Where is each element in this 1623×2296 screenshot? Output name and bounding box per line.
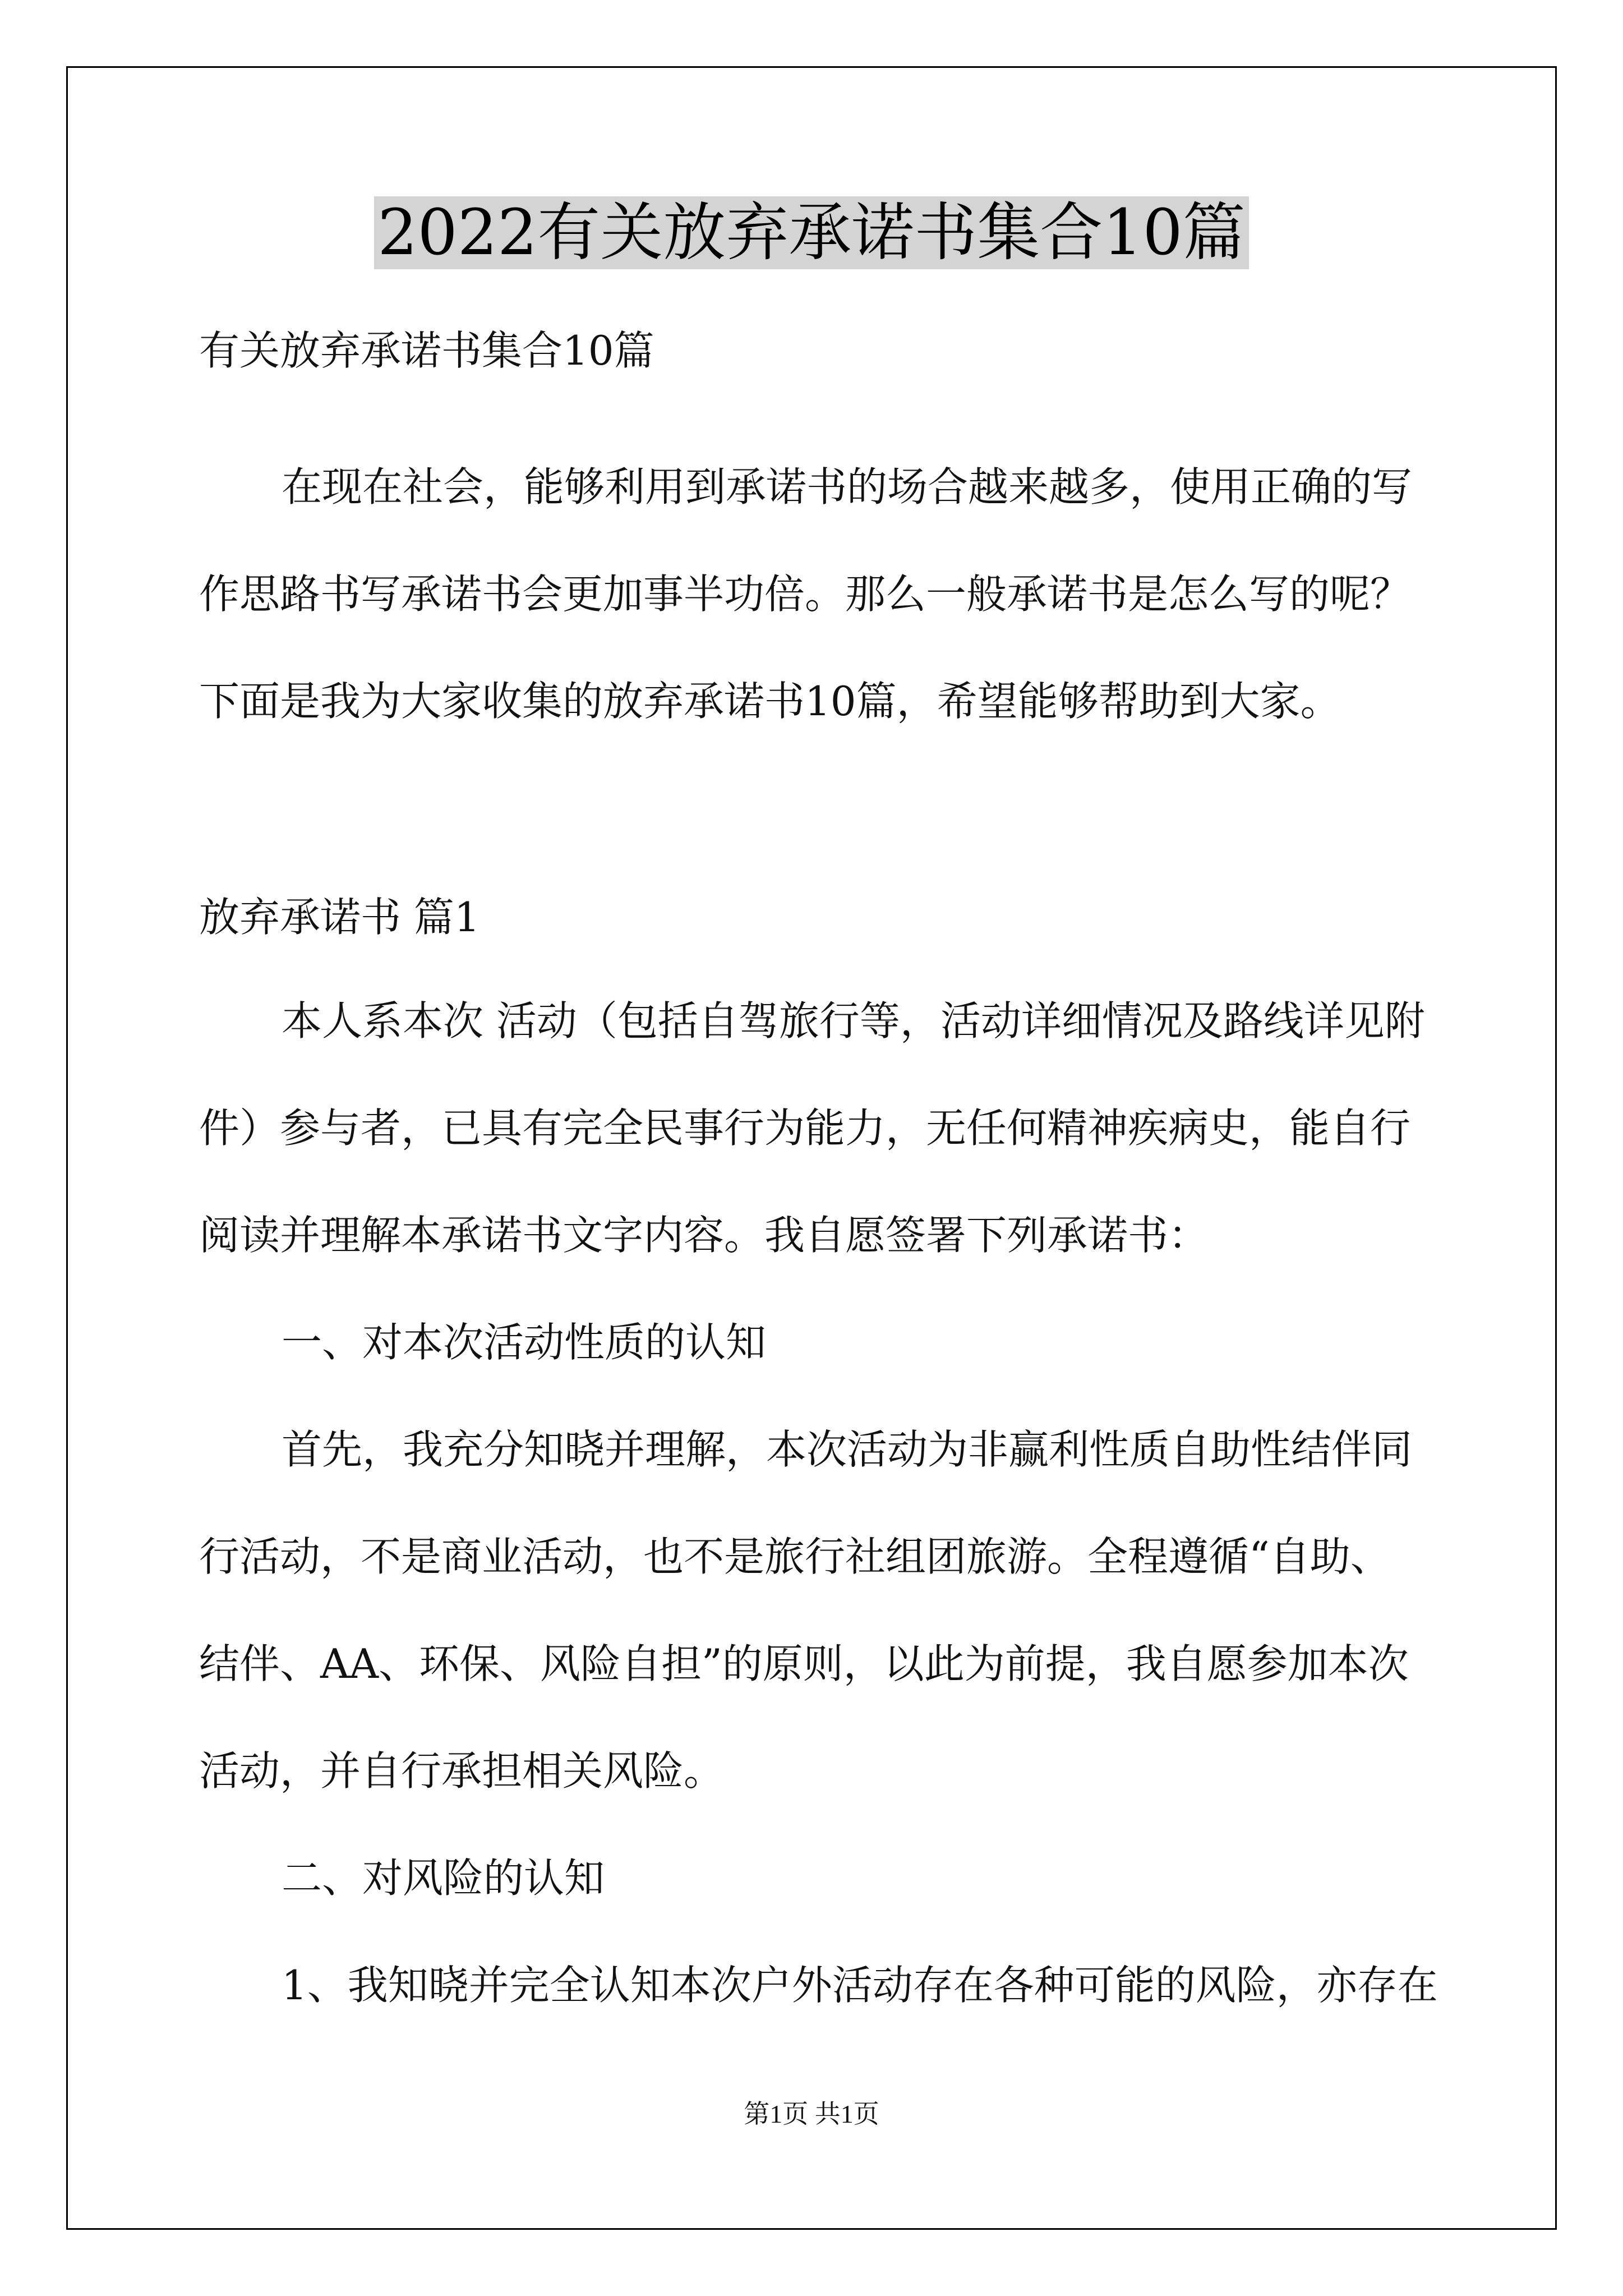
paragraph-line: 阅读并理解本承诺书文字内容。我自愿签署下列承诺书： [199, 1212, 1209, 1259]
paragraph-line: 行活动，不是商业活动，也不是旅行社组团旅游。全程遵循“自助、 [199, 1533, 1391, 1580]
section-heading: 放弃承诺书 篇1 [199, 894, 480, 941]
paragraph-line: 活动，并自行承担相关风险。 [199, 1747, 725, 1795]
document-title-text: 2022有关放弃承诺书集合10篇 [374, 196, 1249, 269]
paragraph-line: 首先，我充分知晓并理解，本次活动为非赢利性质自助性结伴同 [282, 1426, 1413, 1473]
page-footer: 第1页 共1页 [744, 2100, 879, 2128]
paragraph-line: 1、我知晓并完全认知本次户外活动存在各种可能的风险，亦存在 [282, 1962, 1438, 2009]
paragraph-line: 作思路书写承诺书会更加事半功倍。那么一般承诺书是怎么写的呢？ [199, 570, 1411, 618]
paragraph-line: 件）参与者，已具有完全民事行为能力，无任何精神疾病史，能自行 [199, 1105, 1411, 1152]
subsection-heading: 一、对本次活动性质的认知 [282, 1319, 767, 1366]
paragraph-line: 本人系本次 活动（包括自驾旅行等，活动详细情况及路线详见附 [282, 997, 1425, 1045]
paragraph-line: 在现在社会，能够利用到承诺书的场合越来越多，使用正确的写 [282, 463, 1413, 510]
document-title [0, 191, 1623, 275]
subsection-heading: 二、对风险的认知 [282, 1855, 605, 1902]
subtitle-line: 有关放弃承诺书集合10篇 [199, 327, 654, 374]
paragraph-line: 下面是我为大家收集的放弃承诺书10篇，希望能够帮助到大家。 [199, 678, 1341, 725]
paragraph-line: 结伴、AA、环保、风险自担”的原则，以此为前提，我自愿参加本次 [199, 1640, 1409, 1687]
